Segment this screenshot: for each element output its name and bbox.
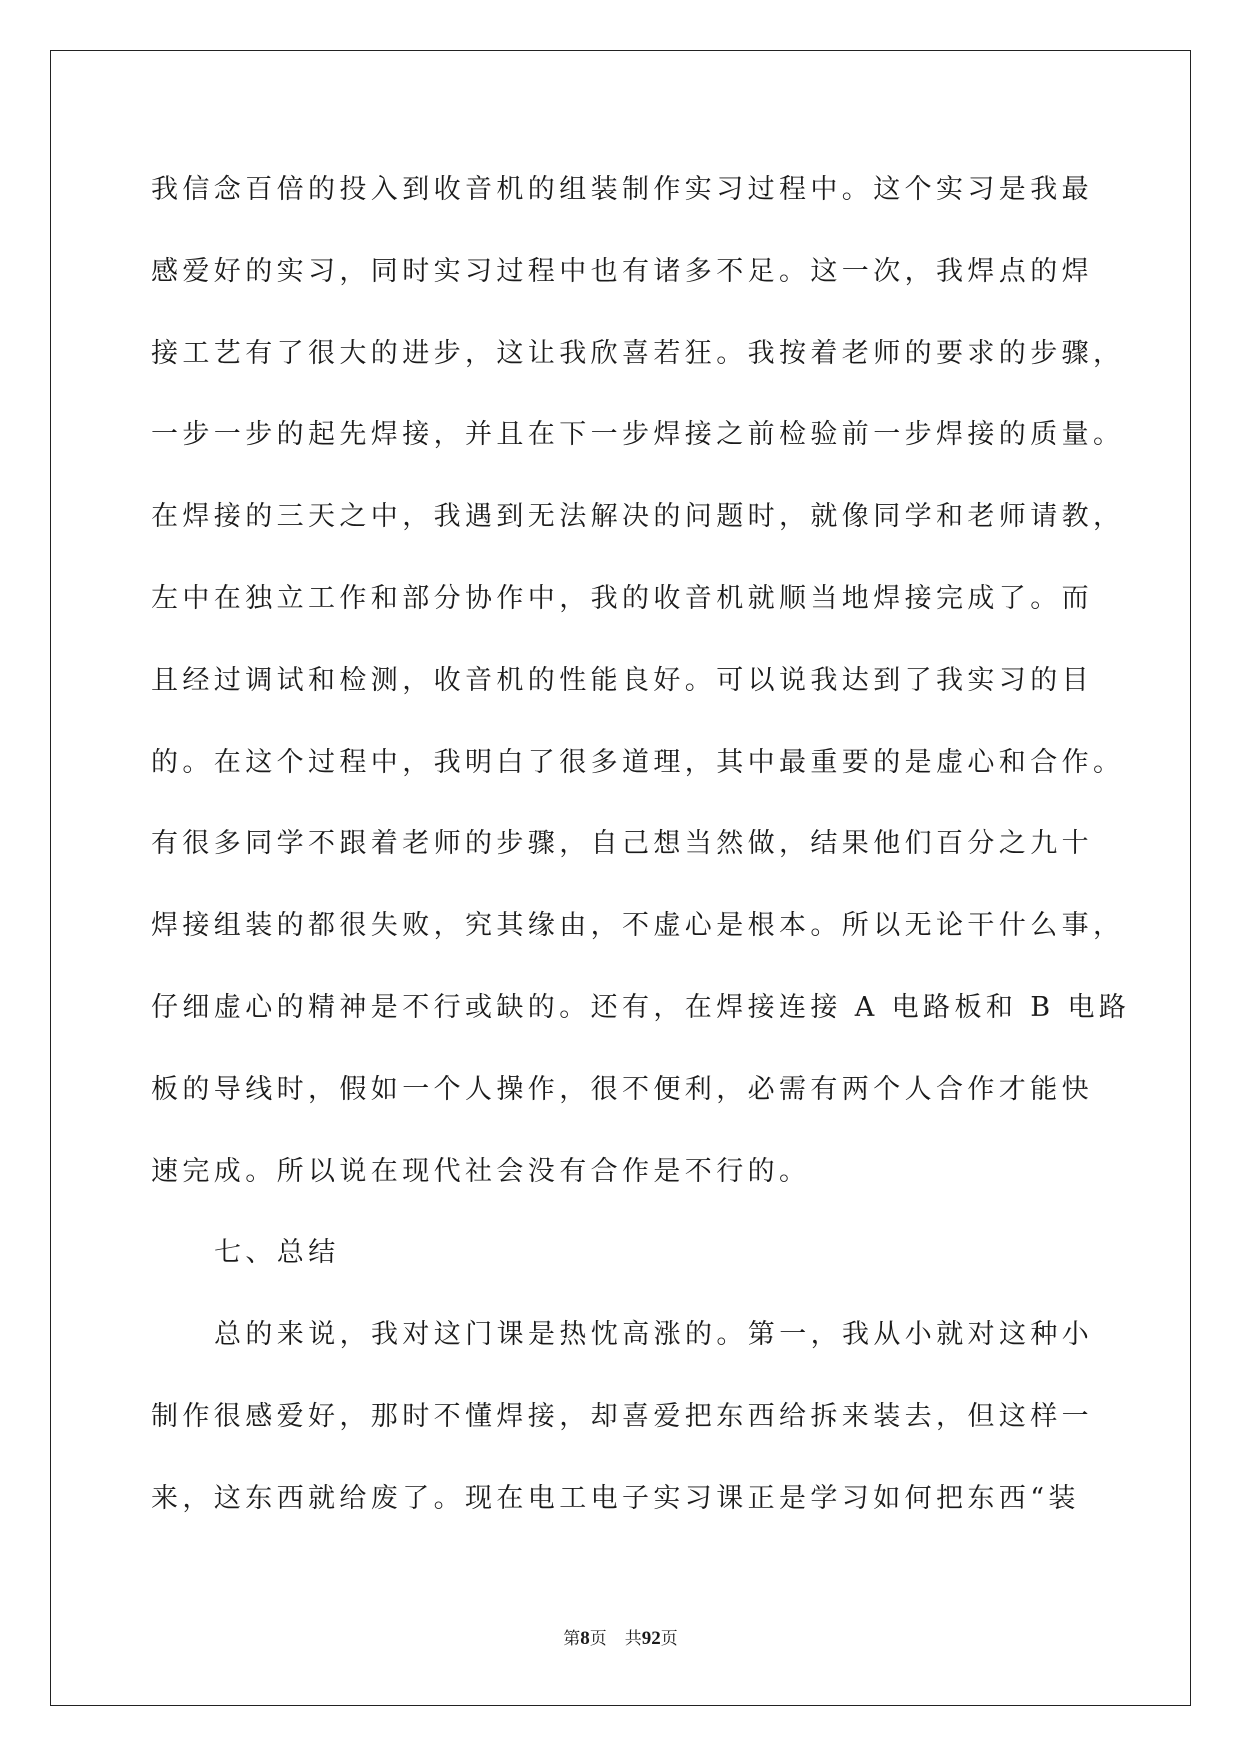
footer-page-prefix: 第 (563, 1629, 581, 1649)
body-text-line: 且经过调试和检测，收音机的性能良好。可以说我达到了我实习的目 (151, 664, 1093, 696)
body-text-line: 在焊接的三天之中，我遇到无法解决的问题时，就像同学和老师请教， (151, 501, 1125, 533)
body-text-line: 制作很感爱好，那时不懂焊接，却喜爱把东西给拆来装去，但这样一 (151, 1400, 1093, 1432)
page-footer (0, 1627, 1241, 1651)
body-text-line: 焊接组装的都很失败，究其缘由，不虚心是根本。所以无论干什么事， (151, 910, 1125, 942)
body-text-line: 总的来说，我对这门课是热忱高涨的。第一，我从小就对这种小 (214, 1319, 1094, 1351)
body-text-line: 左中在独立工作和部分协作中，我的收音机就顺当地焊接完成了。而 (151, 582, 1093, 614)
body-text-line: 板的导线时，假如一个人操作，很不便利，必需有两个人合作才能快 (151, 1073, 1093, 1105)
footer-total-prefix: 共 (624, 1629, 642, 1649)
body-text-line: 速完成。所以说在现代社会没有合作是不行的。 (151, 1155, 811, 1187)
footer-total-suffix: 页 (660, 1629, 678, 1649)
section-heading: 七、总结 (214, 1237, 340, 1269)
body-text-line: 仔细虚心的精神是不行或缺的。还有，在焊接连接 A 电路板和 B 电路 (151, 991, 1131, 1023)
footer-page-number: 8 (580, 1628, 590, 1649)
body-text-line: 一步一步的起先焊接，并且在下一步焊接之前检验前一步焊接的质量。 (151, 419, 1125, 451)
body-text-line: 接工艺有了很大的进步，这让我欣喜若狂。我按着老师的要求的步骤， (151, 337, 1125, 369)
document-body (151, 149, 1151, 1540)
body-text-line: 有很多同学不跟着老师的步骤，自己想当然做，结果他们百分之九十 (151, 828, 1093, 860)
body-text-line: 来，这东西就给废了。现在电工电子实习课正是学习如何把东西“装 (151, 1482, 1080, 1514)
footer-total-pages: 92 (641, 1628, 661, 1649)
body-text-line: 我信念百倍的投入到收音机的组装制作实习过程中。这个实习是我最 (151, 174, 1093, 205)
footer-page-suffix: 页 (589, 1629, 607, 1649)
body-text-line: 感爱好的实习，同时实习过程中也有诸多不足。这一次，我焊点的焊 (151, 255, 1093, 287)
body-text-line: 的。在这个过程中，我明白了很多道理，其中最重要的是虚心和合作。 (151, 746, 1125, 778)
